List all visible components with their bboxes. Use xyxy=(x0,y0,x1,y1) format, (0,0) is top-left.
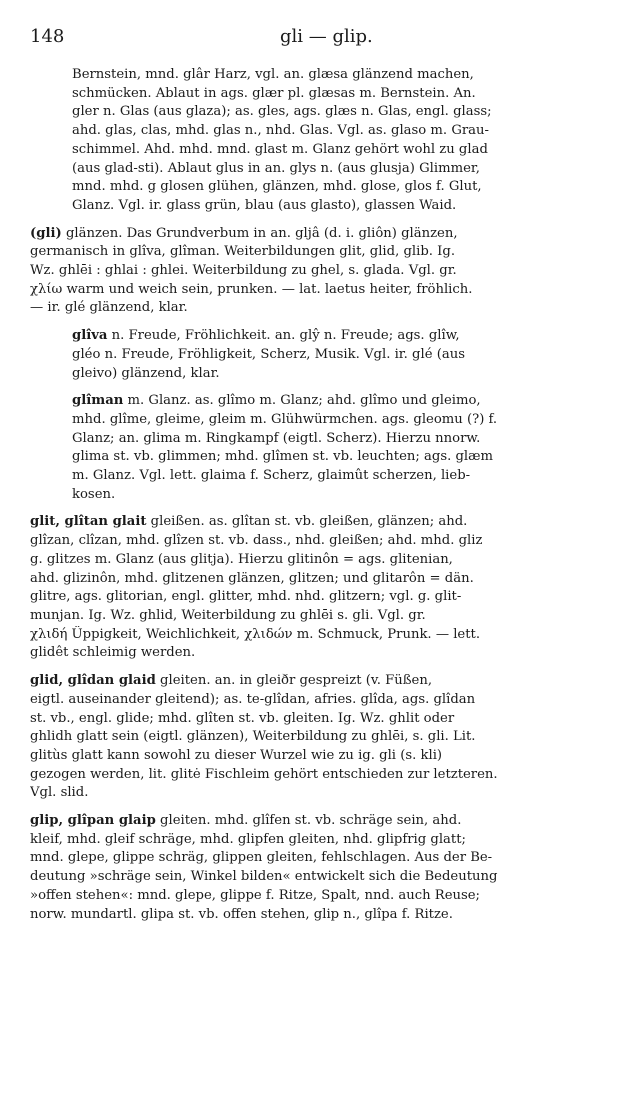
entry-line: gleißen. as. glîtan st. vb. gleißen, glänzen; ahd. xyxy=(150,514,468,530)
entry-line: Glanz; an. glima m. Ringkampf (eigtl. Scherz). Hierzu nnorw. xyxy=(72,430,481,446)
entry-line: — ir. glé glänzend, klar. xyxy=(30,300,188,316)
entry-line: deutung »schräge sein, Winkel bilden« entwickelt sich die Bedeutung xyxy=(30,869,498,885)
entry-line: kleif, mhd. gleif schräge, mhd. glipfen gleiten, nhd. glipfrig glatt; xyxy=(30,831,466,847)
entry-line: mhd. glîme, gleime, gleim m. Glühwürmchen. ags. gleomu (?) f. xyxy=(72,411,498,427)
entry-line: norw. mundartl. glipa st. vb. offen stehen, glip n., glîpa f. Ritze. xyxy=(30,906,453,922)
entry-line: gleivo) glänzend, klar. xyxy=(72,365,220,381)
entry-line: ahd. glizinôn, mhd. glitzenen glänzen, glitzen; und glitarôn = dän. xyxy=(30,570,474,586)
entry-first-line xyxy=(30,392,610,411)
running-title: gli — glip. xyxy=(280,26,373,47)
entry-lemma: glip, glîpan glaip xyxy=(30,813,156,829)
dictionary-entry-glip xyxy=(30,812,610,924)
entry-line: m. Glanz. as. glîmo m. Glanz; ahd. glîmo und gleimo, xyxy=(127,393,481,409)
entry-line: (aus glad-sti). Ablaut glus in an. glys n. (aus glusja) Glimmer, xyxy=(72,160,480,176)
entry-line: Glanz. Vgl. ir. glass grün, blau (aus glasto), glassen Waid. xyxy=(72,197,457,213)
entry-line: ghlidh glatt sein (eigtl. glänzen), Weiterbildung zu ghlēi, s. gli. Lit. xyxy=(30,729,476,745)
entry-line: schimmel. Ahd. mhd. mnd. glast m. Glanz gehört wohl zu glad xyxy=(72,141,488,157)
entry-line: schmücken. Ablaut in ags. glær pl. glæsas m. Bernstein. An. xyxy=(72,85,476,101)
dictionary-entry-glit xyxy=(30,513,610,663)
entry-line: gleiten. mhd. glîfen st. vb. schräge sein, ahd. xyxy=(160,813,462,829)
entry-line: glima st. vb. glimmen; mhd. glîmen st. vb. leuchten; ags. glæm xyxy=(72,449,494,465)
entry-line: gleiten. an. in gleiðr gespreizt (v. Füßen, xyxy=(160,673,433,689)
entry-line: g. glitzes m. Glanz (aus glitja). Hierzu glitinôn = ags. glitenian, xyxy=(30,551,453,567)
entry-line: gler n. Glas (aus glaza); as. gles, ags. glæs n. Glas, engl. glass; xyxy=(72,104,492,120)
entry-line: ahd. glas, clas, mhd. glas n., nhd. Glas. Vgl. as. glaso m. Grau- xyxy=(72,123,489,139)
entry-first-line xyxy=(30,812,610,831)
entry-line: gléo n. Freude, Fröhligkeit, Scherz, Musik. Vgl. ir. glé (aus xyxy=(72,346,465,362)
entry-lemma: (gli) xyxy=(30,225,62,241)
entry-line: gezogen werden, lit. glitė Fischleim gehört entschieden zur letzteren. xyxy=(30,766,498,782)
entry-first-line xyxy=(30,513,610,532)
entry-lemma: glid, glîdan glaid xyxy=(30,673,156,689)
dictionary-entry-gliva xyxy=(30,327,610,383)
entry-first-line xyxy=(30,225,610,244)
entry-line: χλίω warm und weich sein, prunken. — lat. laetus heiter, fröhlich. xyxy=(30,281,473,297)
entry-first-line xyxy=(30,327,610,346)
dictionary-entry-gli xyxy=(30,225,610,319)
entry-line: germanisch in glîva, glîman. Weiterbildungen glit, glid, glib. Ig. xyxy=(30,244,456,260)
entry-line: kosen. xyxy=(72,486,116,502)
entry-line: glitre, ags. glitorian, engl. glitter, mhd. nhd. glitzern; vgl. g. glit- xyxy=(30,589,462,605)
entry-line: glänzen. Das Grundverbum in an. gljâ (d. i. gliôn) glänzen, xyxy=(65,225,458,241)
entry-line: glidêt schleimig werden. xyxy=(30,645,196,661)
entry-line: Bernstein, mnd. glâr Harz, vgl. an. glæsa glänzend machen, xyxy=(72,67,474,82)
entry-line: Vgl. slid. xyxy=(30,785,89,801)
entry-lemma: glit, glîtan glait xyxy=(30,514,147,530)
page-number: 148 xyxy=(30,26,65,47)
entry-line: n. Freude, Fröhlichkeit. an. glŷ n. Freude; ags. glîw, xyxy=(111,328,460,344)
entry-lemma: glîman xyxy=(72,393,124,409)
dictionary-entry-continued xyxy=(30,66,610,216)
entry-line: »offen stehen«: mnd. glepe, glippe f. Ritze, Spalt, nnd. auch Reuse; xyxy=(30,887,481,903)
entry-first-line xyxy=(30,672,610,691)
entry-line: glitùs glatt kann sowohl zu dieser Wurzel wie zu ig. gli (s. kli) xyxy=(30,747,443,763)
entry-line: munjan. Ig. Wz. ghlid, Weiterbildung zu ghlēi s. gli. Vgl. gr. xyxy=(30,607,426,623)
entry-line: eigtl. auseinander gleitend); as. te-glîdan, afries. glîda, ags. glîdan xyxy=(30,691,476,707)
page-header xyxy=(30,20,605,50)
entry-line: st. vb., engl. glide; mhd. glîten st. vb. gleiten. Ig. Wz. ghlit oder xyxy=(30,710,455,726)
entry-line: glîzan, clîzan, mhd. glîzen st. vb. dass., nhd. gleißen; ahd. mhd. gliz xyxy=(30,533,483,549)
entry-line: Wz. ghlēi : ghlai : ghlei. Weiterbildung zu ghel, s. glada. Vgl. gr. xyxy=(30,263,457,279)
dictionary-entry-gliman xyxy=(30,392,610,504)
entry-line: χλιδή Üppigkeit, Weichlichkeit, χλιδών m. Schmuck, Prunk. — lett. xyxy=(30,626,481,642)
entry-line: m. Glanz. Vgl. lett. glaima f. Scherz, glaimût scherzen, lieb- xyxy=(72,468,471,484)
dictionary-entry-glid xyxy=(30,672,610,803)
entry-line: mnd. glepe, glippe schräg, glippen gleiten, fehlschlagen. Aus der Be- xyxy=(30,850,493,866)
dictionary-body xyxy=(30,66,610,933)
entry-line: mnd. mhd. g glosen glühen, glänzen, mhd. glose, glos f. Glut, xyxy=(72,179,482,195)
entry-lemma: glîva xyxy=(72,328,108,344)
